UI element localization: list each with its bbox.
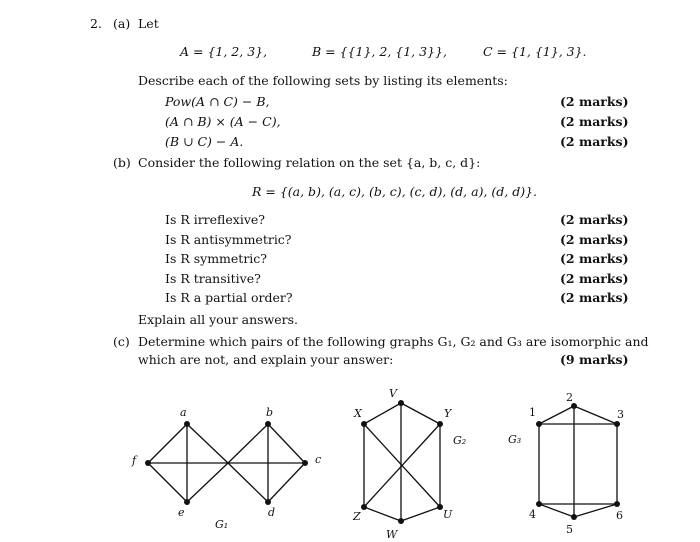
g2-label-u: U <box>443 508 453 521</box>
relation-definition: R = {(a, b), (a, c), (b, c), (c, d), (d, a), (d, d)}. <box>252 184 538 199</box>
part-b-question-4-marks: (2 marks) <box>560 271 629 286</box>
g2-edge-z-w <box>364 507 401 521</box>
g3-label-4: 4 <box>529 508 536 521</box>
question-number: 2. <box>90 16 102 31</box>
g1-edge-e-center <box>187 463 228 502</box>
g1-vertex-a <box>184 421 190 427</box>
g3-name: G₃ <box>508 433 522 446</box>
g1-edge-b-c <box>268 424 305 463</box>
part-b-question-1-marks: (2 marks) <box>560 212 629 227</box>
part-c-line-1: Determine which pairs of the following graphs G₁, G₂ and G₃ are isomorphic and <box>138 334 649 349</box>
g2-vertex-x <box>361 421 367 427</box>
part-b-question-5-marks: (2 marks) <box>560 290 629 305</box>
g1-label-a: a <box>180 406 187 419</box>
g1-edge-a-center <box>187 424 228 463</box>
part-a-item-2-marks: (2 marks) <box>560 114 629 129</box>
g1-label-d: d <box>268 506 276 519</box>
g2-label-w: W <box>386 528 398 541</box>
g2-label-x: X <box>354 407 362 420</box>
set-b-definition: B = {{1}, 2, {1, 3}}, <box>312 44 447 59</box>
part-a-item-1-marks: (2 marks) <box>560 94 629 109</box>
part-b-label: (b) <box>113 155 131 170</box>
g2-name: G₂ <box>453 434 467 447</box>
set-a-definition: A = {1, 2, 3}, <box>180 44 268 59</box>
part-a-item-3: (B ∪ C) − A. <box>165 134 244 149</box>
g2-edge-x-v <box>364 403 401 424</box>
part-b-question-5: Is R a partial order? <box>165 290 293 305</box>
part-a-item-1: Pow(A ∩ C) − B, <box>165 94 270 109</box>
g2-label-z: Z <box>353 510 361 523</box>
graph-g3 <box>539 406 617 517</box>
part-b-question-2: Is R antisymmetric? <box>165 232 292 247</box>
g1-edge-d-c <box>268 463 305 502</box>
g3-vertex-5 <box>571 514 577 520</box>
g1-edge-f-e <box>148 463 187 502</box>
g3-label-1: 1 <box>529 406 536 419</box>
g2-vertex-z <box>361 504 367 510</box>
g3-vertex-4 <box>536 501 542 507</box>
g3-label-2: 2 <box>566 391 573 404</box>
part-a-instruction: Describe each of the following sets by listing its elements: <box>138 73 508 88</box>
g1-label-f: f <box>132 454 137 467</box>
g1-edge-center-d <box>228 463 268 502</box>
g1-label-e: e <box>178 506 185 519</box>
part-b-question-1: Is R irreflexive? <box>165 212 265 227</box>
g3-edge-5-6 <box>574 504 617 517</box>
part-b-question-4: Is R transitive? <box>165 271 261 286</box>
g1-vertex-d <box>265 499 271 505</box>
part-b-question-3-marks: (2 marks) <box>560 251 629 266</box>
set-c-definition: C = {1, {1}, 3}. <box>483 44 587 59</box>
g2-vertex-v <box>398 400 404 406</box>
g3-vertex-3 <box>614 421 620 427</box>
g1-vertex-e <box>184 499 190 505</box>
g3-edge-2-3 <box>574 406 617 424</box>
g1-vertex-b <box>265 421 271 427</box>
part-a-intro: Let <box>138 16 159 31</box>
g3-edge-1-2 <box>539 406 574 424</box>
g1-edge-a-f <box>148 424 187 463</box>
g1-label-b: b <box>266 406 274 419</box>
g2-edge-v-y <box>401 403 440 424</box>
g3-label-6: 6 <box>616 509 623 522</box>
g2-vertex-w <box>398 518 404 524</box>
graph-g2 <box>364 403 440 521</box>
g2-vertex-y <box>437 421 443 427</box>
g1-vertex-c <box>302 460 308 466</box>
part-b-question-3: Is R symmetric? <box>165 251 267 266</box>
g3-label-3: 3 <box>617 408 624 421</box>
g1-name: G₁ <box>215 518 229 531</box>
g3-vertex-6 <box>614 501 620 507</box>
part-a-item-3-marks: (2 marks) <box>560 134 629 149</box>
g3-vertex-1 <box>536 421 542 427</box>
part-c-label: (c) <box>113 334 130 349</box>
g1-vertex-f <box>145 460 151 466</box>
part-b-explain: Explain all your answers. <box>138 312 299 327</box>
part-a-label: (a) <box>113 16 131 31</box>
g2-label-y: Y <box>444 407 452 420</box>
g2-label-v: V <box>389 387 397 400</box>
part-c-marks: (9 marks) <box>560 352 629 367</box>
g1-label-c: c <box>315 453 322 466</box>
g3-label-5: 5 <box>566 523 573 536</box>
g2-edge-w-u <box>401 507 440 521</box>
g1-edge-center-b <box>228 424 268 463</box>
part-b-question-2-marks: (2 marks) <box>560 232 629 247</box>
part-c-line-2: which are not, and explain your answer: <box>138 352 394 367</box>
graph-g1 <box>148 424 305 502</box>
g3-edge-4-5 <box>539 504 574 517</box>
part-a-item-2: (A ∩ B) × (A − C), <box>165 114 281 129</box>
part-b-intro: Consider the following relation on the set {a, b, c, d}: <box>138 155 481 170</box>
